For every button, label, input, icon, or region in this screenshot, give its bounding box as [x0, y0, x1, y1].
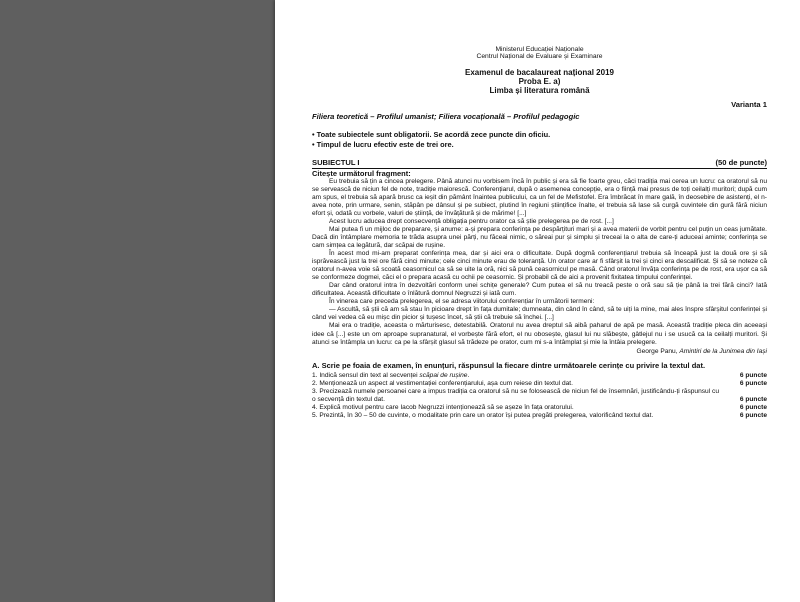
exam-title-line-1: Examenul de bacalaureat național 2019 [465, 67, 614, 77]
exam-title [312, 68, 767, 96]
requirement-points: 6 puncte [739, 396, 767, 404]
requirement-item [312, 404, 767, 412]
requirement-item [312, 380, 767, 388]
subject-label: SUBIECTUL I [312, 157, 360, 167]
requirement-item [312, 388, 767, 404]
read-instruction: Citește următorul fragment: [312, 168, 411, 178]
section-a-heading: A. Scrie pe foaia de examen, în enunțuri, răspunsul la fiecare dintre următoarele cerințe cu privire la textul dat. [312, 361, 706, 371]
requirement-text: 4. Explică motivul pentru care Iacob Negruzzi intenționează să se așeze în fața oratorului. [312, 404, 574, 412]
requirement-points: 6 puncte [739, 412, 767, 420]
exam-title-line-3: Limba și literatura română [489, 86, 590, 96]
subject-header [312, 158, 767, 169]
rule-item: • Timpul de lucru efectiv este de trei ore. [312, 140, 767, 150]
source-author: George Panu, [636, 347, 678, 355]
requirement-text: 5. Prezintă, în 30 – 50 de cuvinte, o modalitate prin care un orator își putea pregăti prelegerea, valorificând textul dat. [312, 412, 654, 420]
fragment-paragraph: — Ascultă, să știi că am să stau în picioare drept în fața dumitale; dumneata, din când în când, să te uiți la mine, mai ales înspre sfârșitul conferinței și când vei vedea că eu mișc din picior și tușesc încet, să știi că trebuie să închei. [...] [312, 306, 767, 322]
fragment-paragraph: Acest lucru aducea drept consecvență obligația pentru orator ca să știe prelegerea pe de rost. [...] [329, 217, 614, 225]
requirement-text: 1. Indică sensul din text al secvenței [312, 371, 420, 379]
requirement-points: 6 puncte [739, 371, 767, 379]
fragment-paragraph: Mai putea fi un mijloc de preparare, și anume: a-și prepara conferința pe despărțituri mari și a avea materii de vorbit pentru cel puțin un ceas jumătate. Dacă din întâmplare memoria te trăda asupra unei părți, nu făceai nimic, o săreai pur și simplu și treceai la o alta de care-ți aduceai aminte; conferința se cam simțea ca legătură, dar scăpai de rușine. [312, 225, 767, 249]
section-a-requirements [312, 372, 767, 421]
page-content [312, 0, 767, 420]
filiera-label: Filiera teoretică – Profilul umanist; Filiera vocațională – Profilul pedagogic [312, 112, 580, 122]
requirement-points: 6 puncte [739, 379, 767, 387]
requirement-quote: scăpai de rușine [419, 371, 468, 379]
requirement-text: 2. Menționează un aspect al vestimentației conferențiarului, așa cum reiese din textul dat. [312, 379, 573, 387]
variant-label: Varianta 1 [731, 100, 767, 110]
source-work: Amintiri de la Junimea din Iași [679, 347, 767, 355]
fragment-paragraph: Mai era o tradiție, aceasta o mărturisesc, detestabilă. Oratorul nu avea dreptul să aibă paharul de apă pe masă. Această tradiție pleca din aceeași idee că [...] este un om aproape supranatural, el vorbește fără efort, el nu obosește, glasul lui nu slăbește, gâtlejul nu i se usucă ca la ceilalți muritori. Și atunci se întâmpla un lucru: ca pe la sfârșit glasul să trădeze pe orator, cum mi s-a întâmplat și mie la întâia prelegere. [312, 322, 767, 346]
exam-page [275, 0, 800, 602]
fragment-text [312, 178, 767, 347]
requirement-text-end: . [467, 371, 470, 379]
requirement-points: 6 puncte [739, 404, 767, 412]
fragment-paragraph: Eu trebuia să țin a cincea prelegere. Până atunci nu vorbisem încă în public și era să fie foarte greu, căci tradiția mai cerea un lucru: ca oratorul să nu se servească de niciun fel de note, tradiție maiorescă. Conferențiarul, după o asemenea concepție, era o ființă mai presus de toți ceilalți muritori; după cum am spus, el trebuia să apară brusc ca ieșit din pământ înaintea publicului, ca un fel de Mefistofel. Era îmbrăcat în mare gală, în deosebire de asistenți, el n-avea note, prin urmare, senin, stăpân pe dânsul și pe subiect, plutind în regiuni științifice înalte, el trebuia să lase să curgă cuvintele din gură fără niciun efort și, odată cu vorbele, valuri de știință, de învățătură și de mărime! [...] [312, 177, 767, 217]
requirement-item [312, 412, 767, 420]
exam-title-line-2: Proba E. a) [518, 77, 561, 87]
subject-points: (50 de puncte) [715, 157, 767, 167]
requirement-item [312, 372, 767, 380]
fragment-paragraph: În acest mod mi-am preparat conferința mea, dar și aici era o dificultate. După dogmă conferențiarul trebuia să înceapă just la două ore și să isprăvească just la trei ore fără cinci minute; cele cinci minute erau de toleranță. Un orator care ar fi sfârșit la trei și cinci era descalificat. Și să se noteze că oratorul n-avea voie să scoată ceasornicul ca să se uite la oră, nici să pună ceasornicul pe masă. Când oratorul învăța conferința pe de rost, era ușor ca să se conformeze dogmei, căci el o prepara acasă cu ochii pe ceasornic. Și probabil că de aici a provenit fixitatea timpului conferinței. [312, 250, 767, 282]
institution-header [312, 46, 767, 61]
exam-rules [312, 130, 767, 149]
rule-item: • Toate subiectele sunt obligatorii. Se acordă zece puncte din oficiu. [312, 130, 767, 140]
center-name: Centrul Național de Evaluare și Examinare [476, 53, 603, 61]
fragment-paragraph: Dar când oratorul intra în dezvoltări conform unei schițe generale? Cum putea el să nu treacă peste o oră sau să ție până la trei fără cinci? Iată dificultatea. Această dificultate o înlătură domnul Negruzzi și iată cum. [312, 282, 767, 298]
fragment-source [312, 348, 767, 357]
requirement-text: 3. Precizează numele persoanei care a impus tradiția ca oratorul să nu se folosească de niciun fel de însemnări, justificându-ți răspunsul cu o secvență din textul dat. [312, 387, 719, 404]
ministry-name: Ministerul Educației Naționale [495, 46, 584, 53]
fragment-paragraph: În vinerea care preceda prelegerea, el se adresa viitorului conferențiar în următorii termeni: [329, 298, 595, 306]
